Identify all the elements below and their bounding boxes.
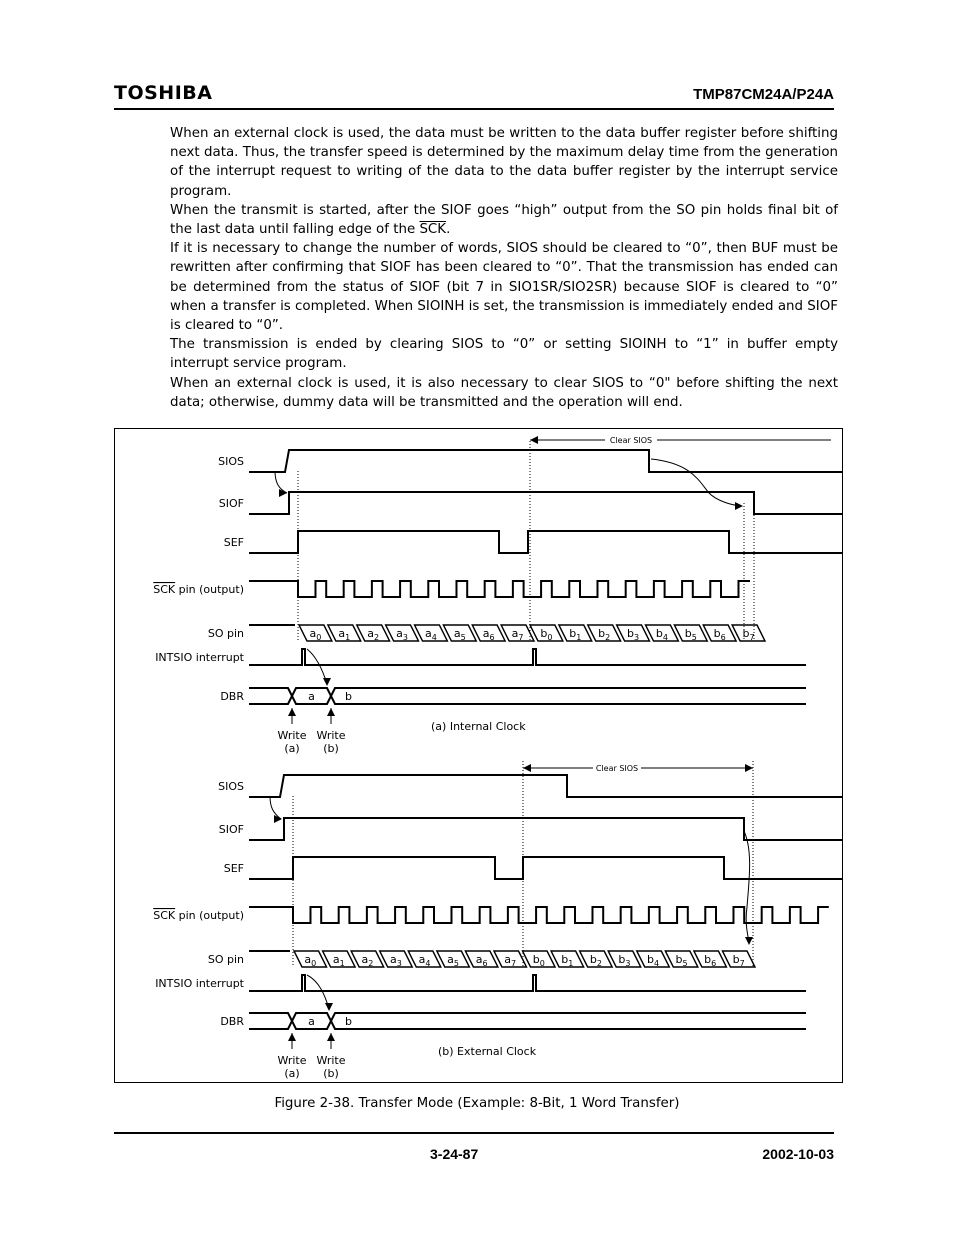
panel-a-so-bit-index: 5	[691, 633, 697, 642]
panel-b-so-bit	[694, 951, 727, 968]
panel-a-so-bit-index: 2	[374, 633, 380, 642]
panel-b-so-label: SO pin	[207, 953, 244, 966]
panel-a-so-bit	[299, 625, 332, 642]
panel-b-causal-arrow	[744, 831, 750, 941]
panel-b-so-bit	[323, 951, 356, 968]
panel-b-siof-label: SIOF	[218, 823, 244, 836]
panel-a-sck-suffix: pin (output)	[175, 583, 244, 596]
header-rule	[114, 108, 834, 110]
panel-b-so-bit-letter: a	[332, 953, 340, 966]
panel-b-so-bit	[351, 951, 384, 968]
panel-a-clear-sios-arrow-left	[530, 436, 538, 444]
panel-a-dbr-value-a: a	[308, 690, 315, 703]
panel-a-so-bit	[472, 625, 505, 642]
panel-b-so-bit-index: 0	[311, 959, 317, 968]
panel-b-so-bit-letter: b	[704, 953, 712, 966]
panel-b-sck-label	[153, 909, 244, 922]
panel-b-sck-wave	[249, 907, 829, 923]
panel-b-causal-arrow-head	[325, 1003, 333, 1011]
body-text	[170, 124, 838, 412]
panel-b-so-bit-label	[590, 953, 602, 968]
panel-b-intsio-label: INTSIO interrupt	[155, 977, 244, 990]
panel-a-so-bit-letter: b	[540, 627, 548, 640]
panel-b-write-mark: (a)	[284, 1067, 300, 1080]
panel-b-so-bit-letter: a	[418, 953, 426, 966]
panel-b-write-label: Write	[316, 1054, 346, 1067]
panel-a-so-label: SO pin	[207, 627, 244, 640]
panel-b-so-bit	[637, 951, 670, 968]
panel-a-so-bit-label	[367, 627, 379, 642]
panel-a-so-bit-letter: b	[655, 627, 663, 640]
figure-caption: Figure 2-38. Transfer Mode (Example: 8-Bit, 1 Word Transfer)	[274, 1096, 680, 1111]
panel-a-siof-label: SIOF	[218, 497, 244, 510]
panel-b-so-bit-label	[676, 953, 688, 968]
panel-a-so-bit-index: 4	[662, 633, 668, 642]
panel-b-so-bit-index: 7	[511, 959, 517, 968]
panel-a-so-bit-letter: b	[742, 627, 750, 640]
panel-a-so-bit-letter: a	[482, 627, 490, 640]
panel-b-so-bit-index: 6	[482, 959, 488, 968]
panel-b-write-arrow-head	[327, 1033, 335, 1041]
panel-b-so-bit-index: 4	[653, 959, 660, 968]
panel-a-intsio-label: INTSIO interrupt	[155, 651, 244, 664]
panel-b-so-bit-index: 6	[711, 959, 717, 968]
panel-a-write-mark: (a)	[284, 742, 300, 755]
panel-b-so-bit-index: 3	[625, 959, 631, 968]
panel-b-so-bit-letter: a	[304, 953, 312, 966]
panel-a-so-bit-label	[310, 627, 322, 642]
panel-a-sios-label: SIOS	[218, 455, 244, 468]
panel-a-so-bit-label	[714, 627, 726, 642]
panel-b-subcaption: (b) External Clock	[438, 1045, 537, 1058]
panel-a-subcaption: (a) Internal Clock	[431, 720, 526, 733]
panel-a-so-bit	[357, 625, 390, 642]
doc-date: 2002-10-03	[762, 1146, 834, 1162]
panel-a-causal-arrow-head	[735, 502, 743, 510]
panel-a-so-bit-label	[540, 627, 552, 642]
panel-a-sck-overline: SCK	[153, 583, 176, 596]
panel-a-causal-arrow-head	[323, 678, 331, 686]
panel-b-so-bit-letter: a	[390, 953, 397, 966]
paragraph-2-end: .	[446, 222, 451, 238]
panel-b-dbr-top	[249, 1013, 806, 1029]
panel-b-so-bit	[294, 951, 327, 968]
paragraph-2	[170, 201, 838, 239]
paragraph-4: The transmission is ended by clearing SIOS to “0” or setting SIOINH to “1” in buffer empty interrupt service program.	[170, 337, 838, 372]
panel-b-so-bit	[380, 951, 413, 968]
panel-b-so-bit-label	[733, 953, 745, 968]
panel-a-so-bit-index: 6	[720, 633, 726, 642]
panel-a-so-bit-index: 2	[605, 633, 611, 642]
panel-a-so-bit-index: 4	[431, 633, 437, 642]
panel-b-so-bit-label	[647, 953, 659, 968]
panel-b-so-bit-label	[533, 953, 545, 968]
panel-a-so-bit-letter: a	[425, 627, 432, 640]
panel-a-dbr-top	[249, 688, 806, 704]
panel-a-so-bit-letter: a	[396, 627, 403, 640]
panel-b-dbr-label: DBR	[220, 1015, 244, 1028]
panel-a-so-bit-letter: b	[598, 627, 606, 640]
panel-b-so-bit-letter: b	[589, 953, 597, 966]
brand-logo: TOSHIBA	[114, 82, 213, 104]
panel-b-clear-sios-arrow-right	[745, 764, 753, 772]
panel-b-dbr-value-a: a	[308, 1015, 315, 1028]
panel-b-sef-label: SEF	[223, 862, 244, 875]
panel-a-so-bit-index: 0	[316, 633, 322, 642]
panel-b-so-bit-letter: b	[675, 953, 683, 966]
panel-b-so-bit-letter: b	[618, 953, 626, 966]
panel-a-so-bit-index: 1	[576, 633, 582, 642]
panel-a-so-bit-letter: a	[511, 627, 519, 640]
panel-b-so-bit-letter: b	[561, 953, 569, 966]
panel-b-so-bit-label	[419, 953, 431, 968]
panel-b-sck-overline: SCK	[153, 909, 176, 922]
panel-a-so-bit	[732, 625, 765, 642]
panel-a-sef-wave	[249, 531, 842, 553]
panel-b-so-bit-label	[361, 953, 373, 968]
panel-b-so-bit	[665, 951, 698, 968]
panel-b-clear-sios-label: Clear SIOS	[595, 764, 639, 773]
panel-b-so-bit-index: 5	[453, 959, 460, 968]
panel-a-so-bit-index: 7	[749, 633, 755, 642]
panel-b-dbr-value-b: b	[345, 1015, 352, 1028]
panel-b-so-bit-label	[561, 953, 573, 968]
panel-a-causal-arrow	[275, 471, 287, 493]
panel-a-write-arrow-head	[327, 708, 335, 716]
panel-a-so-bit	[386, 625, 419, 642]
panel-b-so-bit-index: 0	[539, 959, 545, 968]
panel-b-dbr-bottom	[249, 1013, 806, 1029]
panel-a-sck-label	[153, 583, 244, 596]
panel-a-so-bit-label	[656, 627, 668, 642]
panel-a-so-bit	[415, 625, 448, 642]
panel-a-write-arrow-head	[288, 708, 296, 716]
panel-a-so-bit-index: 7	[518, 633, 524, 642]
panel-a-so-bit-letter: a	[338, 627, 346, 640]
panel-a-so-bit-label	[425, 627, 437, 642]
panel-a-dbr-value-b: b	[345, 690, 352, 703]
panel-b-so-bit-index: 1	[568, 959, 574, 968]
panel-b-so-bit	[523, 951, 556, 968]
panel-b-so-bit	[551, 951, 584, 968]
panel-b-so-bit-index: 3	[396, 959, 402, 968]
panel-a-sef-label: SEF	[223, 536, 244, 549]
timing-diagram	[115, 429, 842, 1082]
paragraph-3: If it is necessary to change the number of words, SIOS should be cleared to “0”, then BUF must be rewritten after confirming that SIOF has been cleared to “0”. That the transmission has ended can be determined from the status of SIOF (bit 7 in SIO1SR/SIO2SR) because SIOF is cleared to “0” when a transfer is completed. When SIOINH is set, the transmission is immediately ended and SIOF is cleared to “0”.	[170, 241, 838, 334]
panel-a-siof-wave	[249, 492, 842, 514]
panel-a-clear-sios-label: Clear SIOS	[609, 436, 653, 445]
panel-a-so-bit-index: 3	[402, 633, 408, 642]
panel-b-clear-sios-arrow-left	[523, 764, 531, 772]
panel-b-so-bit	[494, 951, 527, 968]
panel-b-so-bit-label	[504, 953, 516, 968]
panel-b-so-bit-letter: b	[532, 953, 540, 966]
panel-a-so-bit	[588, 625, 621, 642]
panel-a-so-bit-label	[396, 627, 408, 642]
panel-a-so-bit-label	[512, 627, 524, 642]
panel-b-write-label: Write	[277, 1054, 307, 1067]
panel-a-so-bit-label	[627, 627, 639, 642]
panel-b-so-bit-letter: a	[475, 953, 483, 966]
panel-b-so-bit-letter: a	[447, 953, 454, 966]
panel-b-so-bit-letter: a	[504, 953, 512, 966]
panel-b-sck-suffix: pin (output)	[175, 909, 244, 922]
panel-a-so-bit	[530, 625, 563, 642]
panel-a-so-bit-label	[598, 627, 610, 642]
panel-b-causal-arrow	[270, 796, 281, 819]
panel-a-so-bit-label	[685, 627, 697, 642]
panel-a-sck-wave	[249, 581, 750, 597]
footer-rule	[114, 1132, 834, 1134]
panel-b-write-mark: (b)	[323, 1067, 339, 1080]
paragraph-2-text: When the transmit is started, after the SIOF goes “high” output from the SO pin holds final bit of the last data until falling edge of the	[170, 202, 838, 238]
panel-b-so-bit-letter: b	[646, 953, 654, 966]
panel-a-so-bit-index: 6	[489, 633, 495, 642]
panel-b-so-bit	[437, 951, 470, 968]
panel-b-so-bit	[608, 951, 641, 968]
panel-b-so-bit-letter: b	[732, 953, 740, 966]
panel-a-so-bit-index: 0	[547, 633, 553, 642]
panel-a-write-label: Write	[316, 729, 346, 742]
panel-a-so-bit	[501, 625, 534, 642]
panel-b-sios-label: SIOS	[218, 780, 244, 793]
part-number: TMP87CM24A/P24A	[693, 86, 834, 103]
panel-b-so-bit-label	[618, 953, 630, 968]
panel-a-dbr-bottom	[249, 688, 806, 704]
page-number: 3-24-87	[430, 1146, 479, 1162]
panel-b-so-bit-label	[476, 953, 488, 968]
panel-a-so-bit	[617, 625, 650, 642]
panel-a-so-bit-index: 3	[634, 633, 640, 642]
panel-a-so-bit	[443, 625, 476, 642]
panel-a-so-bit-letter: b	[569, 627, 577, 640]
panel-a-so-bit-letter: a	[367, 627, 375, 640]
panel-b-so-bit-label	[390, 953, 402, 968]
panel-b-write-arrow-head	[288, 1033, 296, 1041]
paragraph-5: When an external clock is used, it is also necessary to clear SIOS to “0" before shifting the next data; otherwise, dummy data will be transmitted and the operation will end.	[170, 375, 838, 410]
panel-a-write-label: Write	[277, 729, 307, 742]
panel-a-so-bit-index: 5	[460, 633, 466, 642]
panel-b-so-bit-index: 5	[682, 959, 688, 968]
panel-b-so-bit-index: 7	[739, 959, 745, 968]
panel-a-intsio-wave	[249, 649, 806, 665]
panel-b-so-bit-index: 4	[425, 959, 431, 968]
panel-a-so-bit-letter: b	[684, 627, 692, 640]
panel-b-so-bit	[408, 951, 441, 968]
panel-b-so-bit-index: 1	[339, 959, 345, 968]
panel-a-write-mark: (b)	[323, 742, 339, 755]
panel-b-causal-arrow-head	[745, 937, 753, 945]
panel-b-so-bit-index: 2	[368, 959, 374, 968]
panel-b-so-bit-label	[333, 953, 345, 968]
panel-b-so-bit	[465, 951, 498, 968]
panel-a-so-bit-label	[338, 627, 350, 642]
panel-a-so-bit	[559, 625, 592, 642]
panel-a-so-bit-label	[483, 627, 495, 642]
timing-diagram-figure	[114, 428, 843, 1083]
panel-b-so-bit	[722, 951, 755, 968]
panel-a-so-bit	[703, 625, 736, 642]
panel-a-so-bit-label	[454, 627, 466, 642]
panel-b-so-bit-label	[447, 953, 459, 968]
panel-b-so-bit-letter: a	[361, 953, 369, 966]
panel-a-so-bit	[328, 625, 361, 642]
panel-a-so-bit-letter: b	[627, 627, 635, 640]
panel-b-so-bit-index: 2	[596, 959, 602, 968]
panel-b-so-bit-label	[704, 953, 716, 968]
sck-overline: $\overline{SCK}$	[419, 222, 447, 238]
panel-a-so-bit-letter: a	[453, 627, 461, 640]
panel-a-sios-wave	[249, 450, 842, 472]
panel-a-so-bit-letter: b	[713, 627, 721, 640]
panel-a-so-bit	[674, 625, 707, 642]
panel-a-so-bit-letter: a	[309, 627, 317, 640]
panel-a-so-bit	[646, 625, 679, 642]
panel-b-so-bit	[580, 951, 613, 968]
panel-a-dbr-label: DBR	[220, 690, 244, 703]
panel-a-so-bit-label	[569, 627, 581, 642]
panel-a-causal-arrow	[651, 459, 741, 506]
panel-a-so-bit-index: 1	[345, 633, 351, 642]
paragraph-1: When an external clock is used, the data must be written to the data buffer register before shifting next data. Thus, the transfer speed is determined by the maximum delay time from the generation of the interrupt request to writing of the data to the data buffer register by the interrupt service program.	[170, 126, 838, 199]
panel-b-so-bit-label	[304, 953, 316, 968]
panel-b-intsio-wave	[249, 975, 806, 991]
